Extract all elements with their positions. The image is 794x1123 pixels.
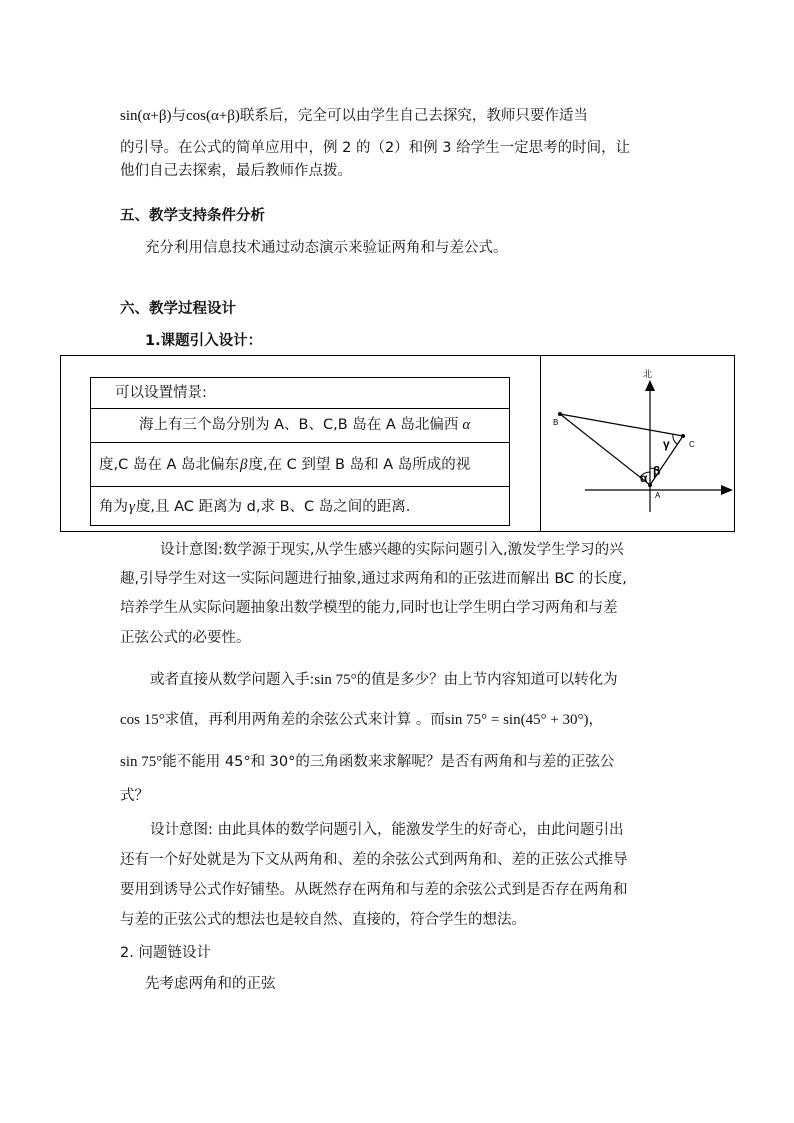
point-c-label: C bbox=[689, 440, 695, 449]
point-c-dot bbox=[681, 434, 685, 438]
intro-line-1-text: 联系后，完全可以由学生自己去探究，教师只要作适当 bbox=[239, 108, 588, 124]
segment-ab bbox=[560, 414, 650, 485]
intro-line-1 bbox=[120, 105, 588, 127]
design-intent-2-line-3: 要用到诱导公式作好铺垫。从既然存在两角和与差的余弦公式到是否存在两角和 bbox=[120, 882, 628, 898]
math-question-line-1-a: 或者直接从数学问题入手: bbox=[150, 672, 315, 688]
scenario-row-3-text-a: 度,C 岛在 A 岛北偏东 bbox=[99, 457, 239, 473]
scenario-row-2 bbox=[91, 408, 509, 442]
point-a-dot bbox=[648, 483, 652, 487]
formula-cos-15: cos 15° bbox=[120, 712, 165, 728]
design-intent-1-line-4: 正弦公式的必要性。 bbox=[120, 630, 251, 646]
frame-divider bbox=[540, 355, 541, 532]
math-question-line-2 bbox=[120, 709, 603, 731]
math-question-line-3-a: 能不能用 45°和 30°的三角函数来求解呢？是否有两角和与差的正弦公 bbox=[162, 754, 615, 770]
section-5-body: 充分利用信息技术通过动态演示来验证两角和与差公式。 bbox=[145, 240, 508, 256]
point-b-label: B bbox=[553, 418, 559, 427]
scenario-row-3-text-b: 度,在 C 到望 B 岛和 A 岛所成的视 bbox=[248, 457, 471, 473]
scenario-row-4 bbox=[91, 486, 509, 526]
design-intent-1-line-2: 趣,引导学生对这一实际问题进行抽象,通过求两角和的正弦进而解出 BC 的长度, bbox=[120, 571, 627, 587]
problem-chain-body: 先考虑两角和的正弦 bbox=[145, 976, 276, 992]
north-label: 北 bbox=[643, 369, 653, 379]
section-6-sub-1: 1.课题引入设计： bbox=[145, 333, 263, 349]
connector-text: 与 bbox=[171, 108, 186, 124]
formula-sin-75-b: sin 75° bbox=[120, 754, 163, 770]
formula-sin-75: sin 75° bbox=[314, 672, 357, 688]
greek-alpha: α bbox=[462, 417, 471, 433]
problem-chain-heading: 2. 问题链设计 bbox=[120, 945, 211, 961]
point-b-dot bbox=[558, 412, 562, 416]
greek-beta: β bbox=[239, 457, 248, 473]
intro-line-3: 他们自己去探索，最后教师作点拨。 bbox=[120, 163, 352, 179]
alpha-label: α bbox=[640, 471, 648, 485]
design-intent-1-line-1: 设计意图:数学源于现实,从学生感兴趣的实际问题引入,激发学生学习的兴 bbox=[160, 542, 624, 558]
east-arrow-head bbox=[721, 485, 733, 495]
math-question-line-1-b: 的值是多少？由上节内容知道可以转化为 bbox=[356, 672, 618, 688]
scenario-row-1-text: 可以设置情景: bbox=[115, 385, 207, 401]
formula-sin-75-expansion: sin 75° = sin(45° + 30°) bbox=[444, 712, 589, 728]
math-question-line-1 bbox=[150, 669, 618, 691]
design-intent-2-line-2: 还有一个好处就是为下文从两角和、差的余弦公式到两角和、差的正弦公式推导 bbox=[120, 852, 628, 868]
design-intent-1-line-3: 培养学生从实际问题抽象出数学模型的能力,同时也让学生明白学习两角和与差 bbox=[120, 600, 618, 616]
formula-cos-alpha-plus-beta: cos(α+β) bbox=[185, 108, 240, 124]
section-6-heading: 六、教学过程设计 bbox=[120, 301, 236, 317]
point-a-label: A bbox=[655, 491, 661, 500]
intro-line-2: 的引导。在公式的简单应用中，例 2 的（2）和例 3 给学生一定思考的时间，让 bbox=[120, 140, 631, 156]
scenario-row-3 bbox=[91, 442, 509, 486]
scenario-row-4-text-b: 度,且 AC 距离为 d,求 B、C 岛之间的距离. bbox=[135, 499, 411, 515]
scenario-row-2-text: 海上有三个岛分别为 A、B、C,B 岛在 A 岛北偏西 bbox=[139, 417, 459, 433]
formula-sin-alpha-plus-beta: sin(α+β) bbox=[120, 108, 172, 124]
math-question-line-3 bbox=[120, 751, 614, 773]
scenario-row-4-text-a: 角为 bbox=[99, 499, 128, 515]
math-question-line-2-b: ， bbox=[588, 712, 604, 728]
gamma-label: γ bbox=[663, 437, 670, 451]
segment-bc bbox=[560, 414, 683, 436]
gamma-arc bbox=[673, 434, 677, 444]
design-intent-2-line-4: 与差的正弦公式的想法也是较自然、直接的，符合学生的想法。 bbox=[120, 912, 526, 928]
math-question-line-4: 式？ bbox=[120, 788, 149, 804]
island-diagram bbox=[545, 360, 735, 530]
beta-label: β bbox=[653, 464, 661, 478]
greek-gamma: γ bbox=[129, 499, 135, 515]
scenario-table bbox=[90, 377, 510, 526]
north-arrow-head bbox=[645, 380, 655, 391]
section-5-heading: 五、教学支持条件分析 bbox=[120, 208, 265, 224]
design-intent-2-line-1: 设计意图: 由此具体的数学问题引入，能激发学生的好奇心，由此问题引出 bbox=[150, 822, 624, 838]
math-question-line-2-a: 求值，再利用两角差的余弦公式来计算 。而 bbox=[164, 712, 445, 728]
scenario-row-1 bbox=[91, 378, 509, 408]
